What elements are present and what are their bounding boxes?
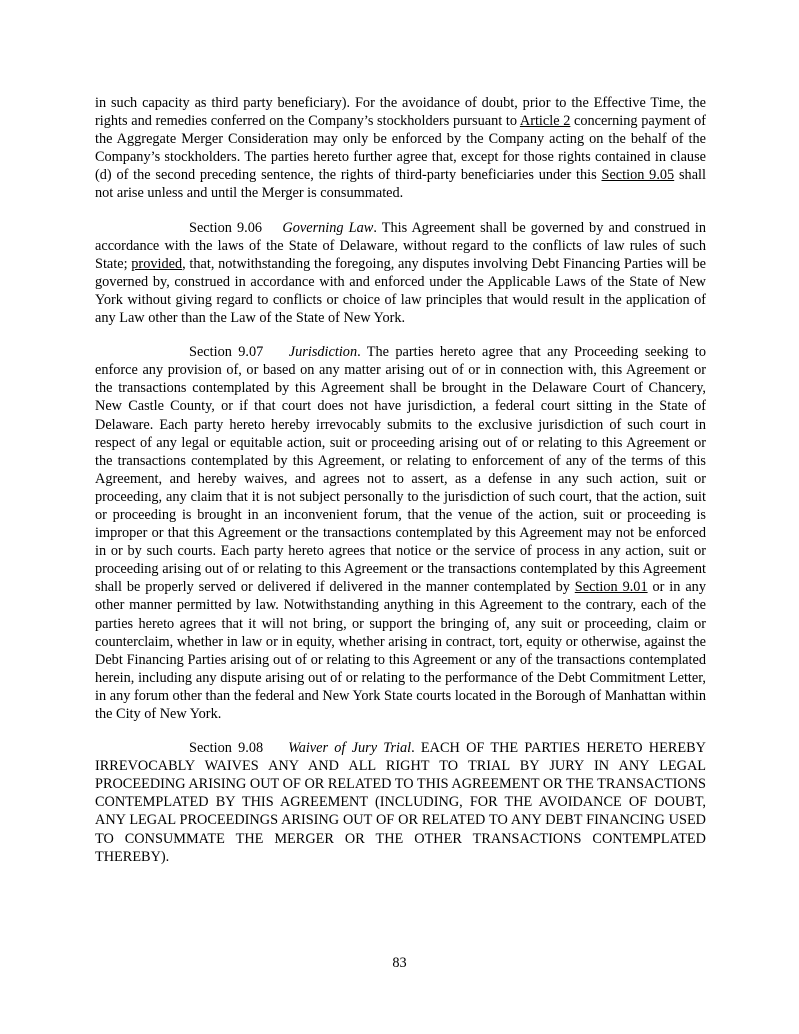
section-907-paragraph	[95, 343, 706, 723]
continuation-text-1: in such capacity as third party beneficiary). For the avoidance of doubt, prior to the Effective Time, the rights and remedies conferred on the Company’s stockholders pursuant to	[95, 95, 706, 130]
page-number: 83	[392, 955, 407, 971]
section-908-text-1: . EACH OF THE PARTIES HERETO HEREBY IRREVOCABLY WAIVES ANY AND ALL RIGHT TO TRIAL BY JURY IN ANY LEGAL PROCEEDING ARISING OUT OF OR RELATED TO THIS AGREEMENT OR THE TRANSACTIONS CONTEMPLATED BY THIS AGREEMENT (INCLUDING, FOR THE AVOIDANCE OF DOUBT, ANY LEGAL PROCEEDINGS ARISING OUT OF OR RELATED TO ANY DEBT FINANCING USED TO CONSUMMATE THE MERGER OR THE OTHER TRANSACTIONS CONTEMPLATED THEREBY).	[95, 740, 706, 865]
section-907-title: Jurisdiction	[288, 344, 358, 361]
article-2-reference: Article 2	[519, 113, 571, 130]
document-page	[95, 94, 706, 882]
continuation-text-3: shall not arise unless and until the Merger is consummated.	[95, 167, 706, 202]
continuation-text-2: concerning payment of the Aggregate Merger Consideration may only be enforced by the Company acting on the behalf of the Company’s stockholders. The parties hereto further agree that, except for those rights contained in clause (d) of the second preceding sentence, the rights of third-party beneficiaries under this	[95, 113, 706, 184]
section-907-text-1: . The parties hereto agree that any Proceeding seeking to enforce any provision of, or based on any matter arising out of or in connection with, this Agreement or the transactions contemplated by this Agreement shall be brought in the Delaware Court of Chancery, New Castle County, or if that court does not have jurisdiction, a federal court sitting in the State of Delaware. Each party hereto hereby irrevocably submits to the exclusive jurisdiction of such court in respect of any legal or equitable action, suit or proceeding arising out of or relating to this Agreement or the transactions contemplated by this Agreement, or relating to enforcement of any of the terms of this Agreement, and hereby waives, and agrees not to assert, as a defense in any such action, suit or proceeding, any claim that it is not subject personally to the jurisdiction of such court, that the action, suit or proceeding is brought in an inconvenient forum, that the venue of the action, suit or proceeding is improper or that this Agreement or the transactions contemplated by this Agreement may not be enforced in or by such courts. Each party hereto agrees that notice or the service of process in any action, suit or proceeding arising out of or relating to this Agreement or the transactions contemplated by this Agreement shall be properly served or delivered if delivered in the manner contemplated by	[95, 344, 706, 596]
section-906-title: Governing Law	[282, 219, 374, 236]
provided-term: provided	[131, 255, 183, 272]
section-907-text-2: or in any other manner permitted by law. Notwithstanding anything in this Agreement to the contrary, each of the parties hereto agrees that it will not bring, or support the bringing of, any suit or proceeding, claim or counterclaim, whether in law or in equity, whether arising in contract, tort, equity or otherwise, against the Debt Financing Parties arising out of or relating to this Agreement or any of the transactions contemplated herein, including any dispute arising out of or relating to the performance of the Debt Commitment Letter, in any forum other than the federal and New York State courts located in the Borough of Manhattan within the City of New York.	[95, 579, 706, 722]
section-908-number: Section 9.08	[189, 740, 264, 757]
section-906-text-2: , that, notwithstanding the foregoing, any disputes involving Debt Financing Parties will be governed by, construed in accordance with and enforced under the Applicable Laws of the State of New York without giving regard to conflicts or choice of law principles that would result in the application of any Law other than the Law of the State of New York.	[95, 255, 706, 327]
section-905-reference: Section 9.05	[601, 167, 675, 184]
section-908-paragraph	[95, 739, 706, 866]
section-906-text-1: . This Agreement shall be governed by and construed in accordance with the laws of the State of Delaware, without regard to the conflicts of law rules of such State;	[95, 219, 707, 272]
section-908-title: Waiver of Jury Trial	[288, 740, 412, 757]
section-907-number: Section 9.07	[189, 344, 264, 361]
section-906-paragraph	[95, 219, 706, 328]
section-901-reference: Section 9.01	[574, 579, 648, 596]
continuation-paragraph	[95, 94, 706, 203]
section-906-number: Section 9.06	[189, 219, 263, 236]
